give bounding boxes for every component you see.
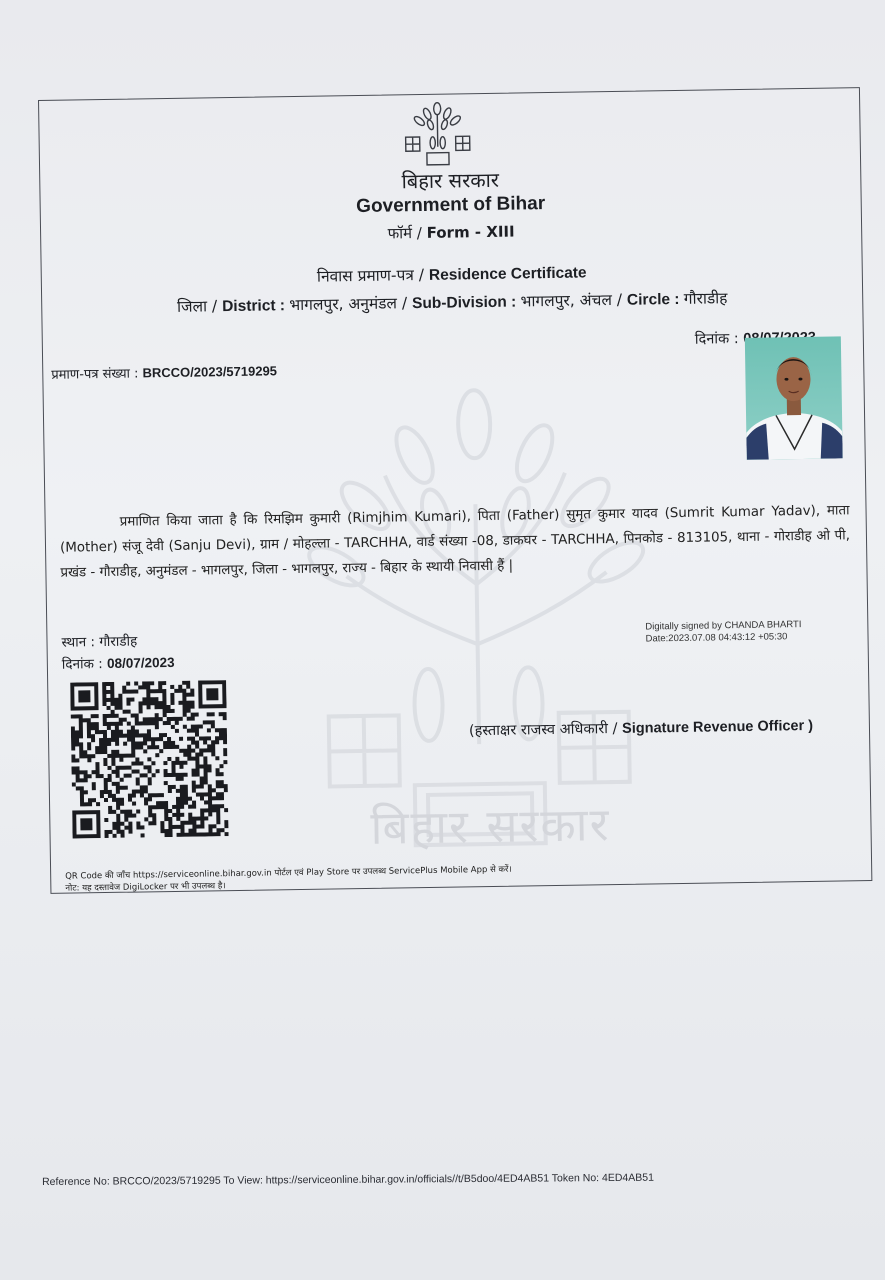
circle-label-hindi: अंचल / [579,290,628,310]
qr-note-line-1: QR Code की जाँच https://serviceonline.bihar.gov.in पोर्टल एवं Play Store पर उपलब्ध ServicePlus Mobile App से करें। [65,864,512,882]
form-label-english: Form - XIII [426,222,515,242]
bodhi-tree-emblem-icon [399,100,476,171]
certificate-number-value: BRCCO/2023/5719295 [142,363,278,381]
place-label: स्थान : [61,634,100,651]
signature-label-english: Signature Revenue Officer ) [621,717,814,737]
subdivision-label-english: Sub-Division : [411,293,521,313]
certificate-title-hindi: निवास प्रमाण-पत्र / [316,265,430,286]
circle-label-english: Circle : [626,290,684,309]
hindi-government-title: बिहार सरकार [401,167,500,194]
digital-signature-signer: Digitally signed by CHANDA BHARTI [645,619,802,633]
qr-code-icon [70,680,228,838]
certificate-border [38,87,872,894]
footer-date [62,653,175,673]
digital-signature [645,619,801,645]
person-photo-icon [745,336,843,459]
issue-date-label: दिनांक : [694,330,744,348]
place-value: गौराडीह [99,633,138,651]
place-of-issue [61,632,137,651]
certificate-body [59,498,850,585]
footer-date-label: दिनांक : [61,655,108,673]
footer-date-value: 08/07/2023 [106,654,175,671]
form-label-hindi: फॉर्म / [387,223,427,243]
certificate-number [51,361,277,383]
district-value: भागलपुर, [289,295,349,315]
reference-footer: Reference No: BRCCO/2023/5719295 To View: https://serviceonline.bihar.gov.in/officials//t/B5doo/4ED4AB51 Token No: 4ED4AB51 [42,1171,654,1188]
digital-signature-date: Date:2023.07.08 04:43:12 +05:30 [645,631,788,645]
certificate-title-english: Residence Certificate [428,264,587,284]
government-title: Government of Bihar [356,193,546,218]
applicant-photo [745,336,843,459]
certificate-number-label: प्रमाण-पत्र संख्या : [51,366,143,383]
body-indent [60,526,120,527]
circle-value: गौराडीह [683,289,728,308]
signature-label-hindi: (हस्ताक्षर राजस्व अधिकारी / [468,720,623,740]
watermark-text: बिहार सरकार [370,797,611,855]
district-label-english: District : [222,297,290,316]
bihar-emblem [399,100,476,171]
qr-code[interactable] [70,680,228,838]
jurisdiction-line [42,284,862,319]
qr-verification-note [65,864,512,895]
signature-label [469,715,813,740]
subdivision-label-hindi: अनुमंडल / [348,294,413,314]
certificate-body-text: प्रमाणित किया जाता है कि रिमझिम कुमारी (Rimjhim Kumari), पिता (Father) सुमृत कुमार यादव (Sumrit Kumar Yadav), माता (Mother) संजू देवी (Sanju Devi), ग्राम / मोहल्ला - TARCHHA, वार्ड संख्या -08, डाकघर - TARCHHA, पिनकोड - 813105, थाना - गोराडीह ओ पी, प्रखंड - गौराडीह, अनुमंडल - भागलपुर, जिला - भागलपुर, राज्य - बिहार के स्थायी निवासी हैं | [59,503,851,581]
subdivision-value: भागलपुर, [520,291,580,311]
qr-note-line-2: नोट: यह दस्तावेज DigiLocker पर भी उपलब्ध है। [65,881,226,894]
district-label-hindi: जिला / [176,297,223,316]
